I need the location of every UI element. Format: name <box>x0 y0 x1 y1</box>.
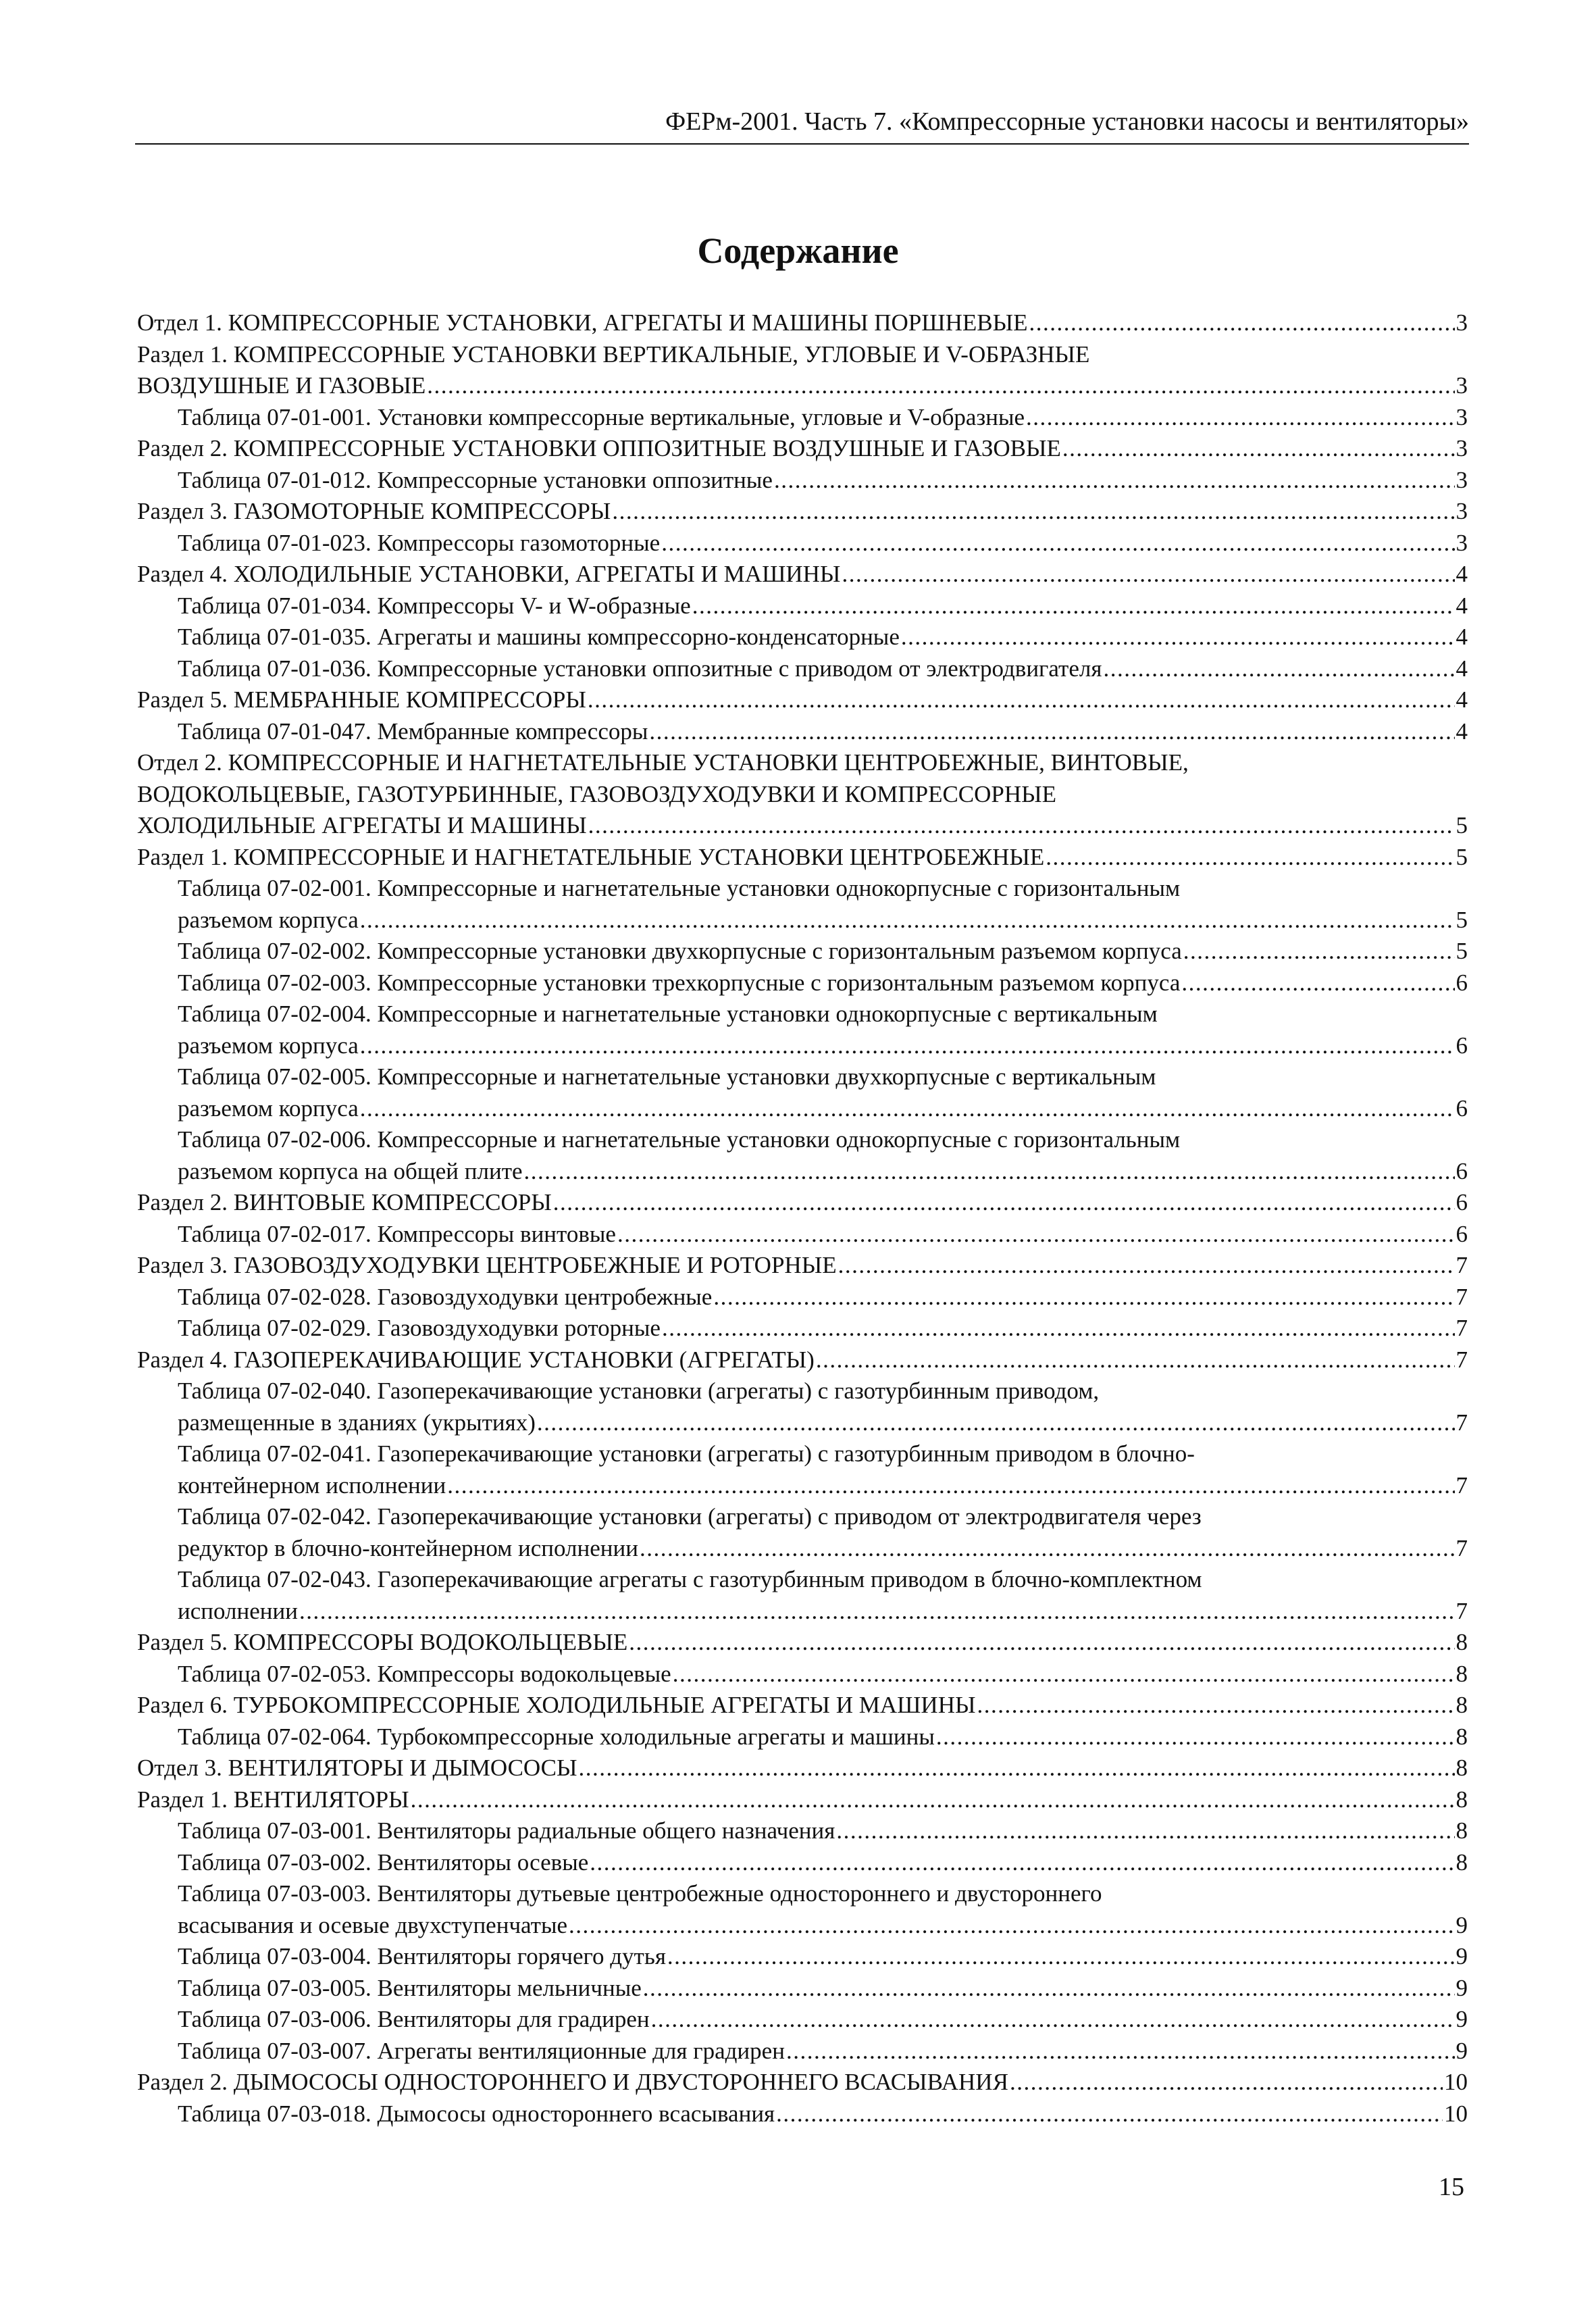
toc-page-number: 8 <box>1456 1723 1468 1750</box>
dot-leader <box>836 1815 1454 1847</box>
dot-leader <box>692 590 1455 622</box>
toc-page-number: 3 <box>1456 466 1468 493</box>
toc-page-number: 7 <box>1456 1315 1468 1341</box>
toc-entry-text: Таблица 07-02-064. Турбокомпрессорные холодильные агрегаты и машины <box>178 1723 935 1750</box>
toc-page-number: 6 <box>1456 1095 1468 1122</box>
toc-entry[interactable] <box>137 684 1468 716</box>
toc-page-number: 6 <box>1456 969 1468 996</box>
toc-page-number: 4 <box>1456 686 1468 713</box>
dot-leader <box>1026 402 1454 434</box>
toc-entry[interactable] <box>137 747 1468 842</box>
toc-entry[interactable] <box>137 1690 1468 1721</box>
toc-entry[interactable] <box>137 1376 1468 1438</box>
dot-leader <box>1103 653 1454 685</box>
toc-entry-text: исполнении <box>178 1597 298 1624</box>
dot-leader <box>1029 307 1454 339</box>
toc-page-number: 9 <box>1456 2006 1468 2032</box>
toc-entry-text: Таблица 07-02-040. Газоперекачивающие установки (агрегаты) с газотурбинным приводом, <box>178 1378 1100 1404</box>
toc-entry-text: Таблица 07-02-028. Газовоздуходувки центробежные <box>178 1283 713 1310</box>
toc-entry-text: Таблица 07-02-001. Компрессорные и нагнетательные установки однокорпусные с горизонтальным <box>178 875 1181 901</box>
toc-entry[interactable] <box>137 653 1468 685</box>
toc-page-number: 4 <box>1456 624 1468 650</box>
dot-leader <box>774 465 1455 497</box>
toc-entry-text: Раздел 5. КОМПРЕССОРЫ ВОДОКОЛЬЦЕВЫЕ <box>137 1629 628 1655</box>
toc-entry[interactable] <box>137 2004 1468 2036</box>
dot-leader <box>673 1659 1455 1690</box>
dot-leader <box>537 1407 1455 1439</box>
dot-leader <box>1181 967 1454 999</box>
toc-entry-text: разъемом корпуса <box>178 1032 359 1059</box>
dot-leader <box>553 1187 1455 1219</box>
toc-entry-text: Раздел 1. КОМПРЕССОРНЫЕ И НАГНЕТАТЕЛЬНЫЕ УСТАНОВКИ ЦЕНТРОБЕЖНЫЕ <box>137 843 1045 870</box>
toc-page-number: 7 <box>1456 1346 1468 1373</box>
table-of-contents <box>137 307 1468 2130</box>
dot-leader <box>842 559 1454 590</box>
toc-entry-text: Отдел 3. ВЕНТИЛЯТОРЫ И ДЫМОСОСЫ <box>137 1755 577 1781</box>
toc-entry-text: Таблица 07-01-023. Компрессоры газомоторные <box>178 529 661 556</box>
toc-entry-text: ХОЛОДИЛЬНЫЕ АГРЕГАТЫ И МАШИНЫ <box>137 812 587 838</box>
dot-leader <box>360 905 1455 936</box>
toc-entry[interactable] <box>137 433 1468 465</box>
page-title: Содержание <box>697 230 899 271</box>
toc-page-number: 7 <box>1456 1283 1468 1310</box>
dot-leader <box>411 1784 1455 1816</box>
toc-page-number: 7 <box>1456 1597 1468 1624</box>
toc-entry-text: Отдел 1. КОМПРЕССОРНЫЕ УСТАНОВКИ, АГРЕГАТЫ И МАШИНЫ ПОРШНЕВЫЕ <box>137 309 1028 336</box>
dot-leader <box>977 1690 1455 1721</box>
toc-entry[interactable] <box>137 402 1468 434</box>
toc-entry-text: Таблица 07-02-006. Компрессорные и нагнетательные установки однокорпусные с горизонтальным <box>178 1126 1181 1153</box>
toc-page-number: 5 <box>1456 906 1468 933</box>
dot-leader <box>612 496 1454 528</box>
toc-page-number: 7 <box>1456 1252 1468 1278</box>
toc-entry[interactable] <box>137 1753 1468 1784</box>
dot-leader <box>569 1910 1454 1942</box>
dot-leader <box>588 684 1455 716</box>
toc-entry-text: Раздел 1. КОМПРЕССОРНЫЕ УСТАНОВКИ ВЕРТИКАЛЬНЫЕ, УГЛОВЫЕ И V-ОБРАЗНЫЕ <box>137 341 1090 368</box>
toc-entry[interactable] <box>137 1847 1468 1879</box>
dot-leader <box>617 1219 1455 1251</box>
toc-page-number: 7 <box>1456 1534 1468 1561</box>
toc-page-number: 4 <box>1456 592 1468 619</box>
toc-entry-text: Таблица 07-02-029. Газовоздуходувки роторные <box>178 1315 661 1341</box>
dot-leader <box>360 1093 1455 1125</box>
toc-entry-text: размещенные в зданиях (укрытиях) <box>178 1409 536 1436</box>
toc-entry[interactable] <box>137 528 1468 559</box>
toc-page-number: 8 <box>1456 1848 1468 1876</box>
toc-entry-text: Таблица 07-01-047. Мембранные компрессоры <box>178 718 648 745</box>
toc-page-number: 8 <box>1456 1786 1468 1813</box>
toc-entry-text: Таблица 07-02-002. Компрессорные установки двухкорпусные с горизонтальным разъемом корпуса <box>178 938 1182 964</box>
toc-page-number: 4 <box>1456 655 1468 682</box>
toc-entry-text: Таблица 07-02-017. Компрессоры винтовые <box>178 1220 616 1247</box>
toc-entry-text: Раздел 2. ВИНТОВЫЕ КОМПРЕССОРЫ <box>137 1189 552 1215</box>
toc-page-number: 3 <box>1456 435 1468 461</box>
dot-leader <box>936 1721 1455 1753</box>
toc-entry[interactable] <box>137 1501 1468 1564</box>
toc-entry[interactable] <box>137 873 1468 936</box>
toc-entry[interactable] <box>137 967 1468 999</box>
toc-entry[interactable] <box>137 999 1468 1061</box>
toc-page-number: 3 <box>1456 403 1468 430</box>
toc-entry-text: ВОДОКОЛЬЦЕВЫЕ, ГАЗОТУРБИННЫЕ, ГАЗОВОЗДУХОДУВКИ И КОМПРЕССОРНЫЕ <box>137 780 1057 807</box>
toc-page-number: 4 <box>1456 561 1468 587</box>
dot-leader <box>713 1282 1454 1313</box>
dot-leader <box>447 1470 1454 1502</box>
toc-page-number: 9 <box>1456 1911 1468 1938</box>
dot-leader <box>649 716 1454 748</box>
toc-entry-text: Таблица 07-03-004. Вентиляторы горячего дутья <box>178 1943 666 1969</box>
toc-entry[interactable] <box>137 1815 1468 1847</box>
toc-page-number: 3 <box>1456 309 1468 336</box>
toc-page-number: 8 <box>1456 1692 1468 1718</box>
toc-entry[interactable] <box>137 307 1468 339</box>
toc-entry-text: Таблица 07-02-005. Компрессорные и нагнетательные установки двухкорпусные с вертикальным <box>178 1063 1156 1090</box>
dot-leader <box>643 1973 1455 2005</box>
dot-leader <box>360 1030 1455 1062</box>
toc-entry[interactable] <box>137 559 1468 590</box>
toc-entry[interactable] <box>137 716 1468 748</box>
dot-leader <box>588 810 1455 842</box>
toc-entry-text: Раздел 4. ГАЗОПЕРЕКАЧИВАЮЩИЕ УСТАНОВКИ (АГРЕГАТЫ) <box>137 1346 815 1373</box>
toc-entry[interactable] <box>137 1721 1468 1753</box>
dot-leader <box>299 1596 1455 1628</box>
toc-entry[interactable] <box>137 2036 1468 2067</box>
toc-page-number: 3 <box>1456 372 1468 399</box>
toc-entry[interactable] <box>137 1941 1468 1973</box>
toc-entry-text: Раздел 4. ХОЛОДИЛЬНЫЕ УСТАНОВКИ, АГРЕГАТЫ И МАШИНЫ <box>137 561 841 587</box>
dot-leader <box>640 1533 1455 1565</box>
toc-entry-text: Таблица 07-03-003. Вентиляторы дутьевые центробежные одностороннего и двустороннего <box>178 1880 1102 1907</box>
toc-entry-text: Таблица 07-03-002. Вентиляторы осевые <box>178 1848 589 1876</box>
toc-entry[interactable] <box>137 1627 1468 1659</box>
dot-leader <box>838 1250 1455 1282</box>
page-number: 15 <box>1439 2173 1464 2201</box>
toc-entry-text: ВОЗДУШНЫЕ И ГАЗОВЫЕ <box>137 372 426 399</box>
dot-leader <box>816 1344 1455 1376</box>
dot-leader <box>776 2098 1443 2130</box>
dot-leader <box>629 1627 1454 1659</box>
toc-entry[interactable] <box>137 1564 1468 1627</box>
toc-entry-text: Таблица 07-03-018. Дымососы одностороннего всасывания <box>178 2100 775 2127</box>
dot-leader <box>1062 433 1455 465</box>
toc-entry-text: всасывания и осевые двухступенчатые <box>178 1911 568 1938</box>
toc-page-number: 5 <box>1456 843 1468 870</box>
toc-page-number: 7 <box>1456 1409 1468 1436</box>
toc-entry[interactable] <box>137 1438 1468 1501</box>
toc-entry-text: Таблица 07-02-041. Газоперекачивающие установки (агрегаты) с газотурбинным приводом в блочно- <box>178 1440 1195 1467</box>
toc-entry[interactable] <box>137 622 1468 653</box>
toc-page-number: 10 <box>1444 2100 1468 2127</box>
toc-entry-text: редуктор в блочно-контейнерном исполнении <box>178 1534 638 1561</box>
dot-leader <box>524 1156 1455 1188</box>
toc-entry[interactable] <box>137 590 1468 622</box>
toc-entry-text: Таблица 07-01-001. Установки компрессорные вертикальные, угловые и V-образные <box>178 403 1025 430</box>
toc-page-number: 9 <box>1456 1943 1468 1969</box>
toc-entry[interactable] <box>137 1282 1468 1313</box>
toc-entry[interactable] <box>137 1878 1468 1941</box>
toc-entry[interactable] <box>137 1061 1468 1124</box>
toc-entry[interactable] <box>137 936 1468 967</box>
toc-entry-text: Раздел 5. МЕМБРАННЫЕ КОМПРЕССОРЫ <box>137 686 586 713</box>
toc-entry-text: Таблица 07-03-006. Вентиляторы для градирен <box>178 2006 650 2032</box>
toc-page-number: 6 <box>1456 1157 1468 1184</box>
toc-page-number: 5 <box>1456 938 1468 964</box>
toc-entry-text: Таблица 07-03-005. Вентиляторы мельничные <box>178 1974 642 2001</box>
toc-page-number: 9 <box>1456 1974 1468 2001</box>
toc-entry[interactable] <box>137 465 1468 497</box>
toc-entry-text: Раздел 2. ДЫМОСОСЫ ОДНОСТОРОННЕГО И ДВУСТОРОННЕГО ВСАСЫВАНИЯ <box>137 2069 1008 2095</box>
dot-leader <box>1010 2067 1443 2098</box>
toc-entry-text: Раздел 3. ГАЗОМОТОРНЫЕ КОМПРЕССОРЫ <box>137 498 611 524</box>
dot-leader <box>1046 842 1454 874</box>
toc-entry-text: Таблица 07-02-042. Газоперекачивающие установки (агрегаты) с приводом от электродвигателя через <box>178 1503 1202 1530</box>
toc-page-number: 8 <box>1456 1629 1468 1655</box>
dot-leader <box>427 370 1454 402</box>
toc-entry-text: Таблица 07-01-034. Компрессоры V- и W-образные <box>178 592 691 619</box>
toc-entry[interactable] <box>137 1250 1468 1282</box>
toc-entry-text: Таблица 07-02-053. Компрессоры водокольцевые <box>178 1660 671 1687</box>
dot-leader <box>786 2036 1455 2067</box>
toc-page-number: 9 <box>1456 2037 1468 2064</box>
toc-entry-text: Раздел 6. ТУРБОКОМПРЕССОРНЫЕ ХОЛОДИЛЬНЫЕ АГРЕГАТЫ И МАШИНЫ <box>137 1692 976 1718</box>
toc-entry[interactable] <box>137 496 1468 528</box>
toc-entry-text: Таблица 07-03-001. Вентиляторы радиальные общего назначения <box>178 1817 835 1844</box>
toc-entry-text: разъемом корпуса <box>178 906 359 933</box>
toc-entry[interactable] <box>137 1659 1468 1690</box>
toc-page-number: 7 <box>1456 1472 1468 1499</box>
toc-entry-text: Таблица 07-02-003. Компрессорные установки трехкорпусные с горизонтальным разъемом корпуса <box>178 969 1181 996</box>
toc-entry[interactable] <box>137 339 1468 402</box>
dot-leader <box>590 1847 1454 1879</box>
toc-entry[interactable] <box>137 2067 1468 2098</box>
toc-entry-text: Раздел 2. КОМПРЕССОРНЫЕ УСТАНОВКИ ОППОЗИТНЫЕ ВОЗДУШНЫЕ И ГАЗОВЫЕ <box>137 435 1061 461</box>
toc-entry-text: Таблица 07-02-004. Компрессорные и нагнетательные установки однокорпусные с вертикальным <box>178 1001 1158 1027</box>
dot-leader <box>667 1941 1455 1973</box>
toc-entry-text: Таблица 07-01-012. Компрессорные установки оппозитные <box>178 466 773 493</box>
dot-leader <box>661 528 1454 559</box>
dot-leader <box>651 2004 1455 2036</box>
toc-entry-text: Таблица 07-01-035. Агрегаты и машины компрессорно-конденсаторные <box>178 624 900 650</box>
toc-entry-text: Раздел 1. ВЕНТИЛЯТОРЫ <box>137 1786 409 1813</box>
toc-entry-text: разъемом корпуса на общей плите <box>178 1157 523 1184</box>
toc-page-number: 5 <box>1456 812 1468 838</box>
toc-entry[interactable] <box>137 1313 1468 1344</box>
toc-page-number: 8 <box>1456 1817 1468 1844</box>
dot-leader <box>1183 936 1455 967</box>
toc-entry-text: разъемом корпуса <box>178 1095 359 1122</box>
toc-entry[interactable] <box>137 842 1468 874</box>
toc-entry[interactable] <box>137 1187 1468 1219</box>
dot-leader <box>662 1313 1455 1344</box>
toc-entry[interactable] <box>137 1784 1468 1816</box>
toc-page-number: 6 <box>1456 1189 1468 1215</box>
toc-entry[interactable] <box>137 1344 1468 1376</box>
toc-entry-text: Таблица 07-01-036. Компрессорные установки оппозитные с приводом от электродвигателя <box>178 655 1102 682</box>
toc-page-number: 8 <box>1456 1755 1468 1781</box>
toc-entry[interactable] <box>137 1219 1468 1251</box>
toc-entry-text: Отдел 2. КОМПРЕССОРНЫЕ И НАГНЕТАТЕЛЬНЫЕ УСТАНОВКИ ЦЕНТРОБЕЖНЫЕ, ВИНТОВЫЕ, <box>137 749 1189 776</box>
toc-entry-text: Раздел 3. ГАЗОВОЗДУХОДУВКИ ЦЕНТРОБЕЖНЫЕ И РОТОРНЫЕ <box>137 1252 837 1278</box>
toc-entry[interactable] <box>137 1973 1468 2005</box>
toc-entry[interactable] <box>137 1124 1468 1187</box>
toc-page-number: 3 <box>1456 498 1468 524</box>
toc-page-number: 6 <box>1456 1032 1468 1059</box>
toc-entry[interactable] <box>137 2098 1468 2130</box>
toc-page-number: 4 <box>1456 718 1468 745</box>
toc-entry-text: Таблица 07-03-007. Агрегаты вентиляционные для градирен <box>178 2037 785 2064</box>
toc-page-number: 10 <box>1444 2069 1468 2095</box>
toc-page-number: 8 <box>1456 1660 1468 1687</box>
toc-entry-text: контейнерном исполнении <box>178 1472 446 1499</box>
dot-leader <box>901 622 1455 653</box>
dot-leader <box>579 1753 1455 1784</box>
running-header: ФЕРм-2001. Часть 7. «Компрессорные установки насосы и вентиляторы» <box>135 101 1469 145</box>
toc-entry-text: Таблица 07-02-043. Газоперекачивающие агрегаты с газотурбинным приводом в блочно-комплектном <box>178 1566 1202 1592</box>
toc-page-number: 6 <box>1456 1220 1468 1247</box>
toc-page-number: 3 <box>1456 529 1468 556</box>
